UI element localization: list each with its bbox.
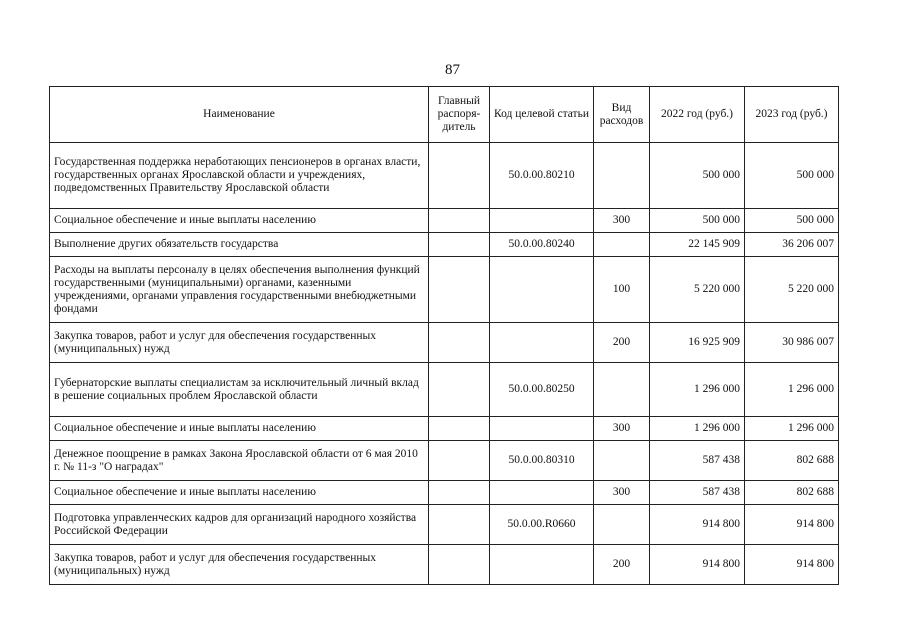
table-row xyxy=(50,417,839,441)
header-target-code: Код целевой статьи xyxy=(490,87,594,143)
cell-main-manager xyxy=(429,441,490,481)
cell-target-code: 50.0.00.R0660 xyxy=(490,505,594,545)
cell-target-code xyxy=(490,481,594,505)
table-body xyxy=(50,143,839,585)
cell-target-code xyxy=(490,417,594,441)
cell-expense-type: 100 xyxy=(594,257,650,323)
cell-amount-2022: 587 438 xyxy=(650,481,745,505)
cell-main-manager xyxy=(429,545,490,585)
cell-amount-2023: 1 296 000 xyxy=(745,363,839,417)
cell-amount-2022: 5 220 000 xyxy=(650,257,745,323)
cell-expense-type xyxy=(594,441,650,481)
cell-main-manager xyxy=(429,481,490,505)
cell-name: Государственная поддержка неработающих пенсионеров в органах власти, государственных органах Ярославской области и учреждениях, подведомственных Правительству Ярославской области xyxy=(50,143,429,209)
cell-main-manager xyxy=(429,233,490,257)
header-name: Наименование xyxy=(50,87,429,143)
header-year-2023: 2023 год (руб.) xyxy=(745,87,839,143)
cell-name: Денежное поощрение в рамках Закона Ярославской области от 6 мая 2010 г. № 11-з "О наградах" xyxy=(50,441,429,481)
cell-amount-2022: 500 000 xyxy=(650,209,745,233)
cell-name: Социальное обеспечение и иные выплаты населению xyxy=(50,481,429,505)
table-row xyxy=(50,481,839,505)
cell-amount-2023: 500 000 xyxy=(745,143,839,209)
cell-amount-2022: 22 145 909 xyxy=(650,233,745,257)
cell-target-code xyxy=(490,323,594,363)
cell-amount-2022: 914 800 xyxy=(650,545,745,585)
cell-target-code xyxy=(490,545,594,585)
cell-amount-2023: 914 800 xyxy=(745,545,839,585)
cell-name: Губернаторские выплаты специалистам за исключительный личный вклад в решение социальных проблем Ярославской области xyxy=(50,363,429,417)
cell-amount-2022: 500 000 xyxy=(650,143,745,209)
table-row xyxy=(50,209,839,233)
cell-target-code xyxy=(490,257,594,323)
cell-name: Выполнение других обязательств государства xyxy=(50,233,429,257)
cell-expense-type: 200 xyxy=(594,545,650,585)
cell-expense-type: 300 xyxy=(594,417,650,441)
header-row xyxy=(50,87,839,143)
cell-name: Расходы на выплаты персоналу в целях обеспечения выполнения функций государственными (муниципальными) органами, казенными учреждениями, органами управления государственными внебюджетными фондами xyxy=(50,257,429,323)
cell-amount-2022: 16 925 909 xyxy=(650,323,745,363)
cell-name: Подготовка управленческих кадров для организаций народного хозяйства Российской Федерации xyxy=(50,505,429,545)
cell-amount-2023: 36 206 007 xyxy=(745,233,839,257)
cell-main-manager xyxy=(429,505,490,545)
cell-target-code: 50.0.00.80210 xyxy=(490,143,594,209)
cell-amount-2023: 802 688 xyxy=(745,481,839,505)
cell-amount-2023: 914 800 xyxy=(745,505,839,545)
cell-amount-2022: 914 800 xyxy=(650,505,745,545)
header-year-2022: 2022 год (руб.) xyxy=(650,87,745,143)
table-row xyxy=(50,441,839,481)
cell-target-code: 50.0.00.80250 xyxy=(490,363,594,417)
cell-main-manager xyxy=(429,257,490,323)
table-row xyxy=(50,143,839,209)
cell-target-code xyxy=(490,209,594,233)
cell-amount-2023: 802 688 xyxy=(745,441,839,481)
table-row xyxy=(50,545,839,585)
cell-name: Закупка товаров, работ и услуг для обеспечения государственных (муниципальных) нужд xyxy=(50,323,429,363)
cell-amount-2022: 1 296 000 xyxy=(650,417,745,441)
cell-target-code: 50.0.00.80240 xyxy=(490,233,594,257)
header-expense-type: Вид расходов xyxy=(594,87,650,143)
cell-amount-2023: 5 220 000 xyxy=(745,257,839,323)
cell-expense-type xyxy=(594,363,650,417)
table-row xyxy=(50,505,839,545)
table-row xyxy=(50,323,839,363)
cell-name: Закупка товаров, работ и услуг для обеспечения государственных (муниципальных) нужд xyxy=(50,545,429,585)
cell-main-manager xyxy=(429,363,490,417)
cell-name: Социальное обеспечение и иные выплаты населению xyxy=(50,417,429,441)
cell-expense-type: 300 xyxy=(594,209,650,233)
cell-name: Социальное обеспечение и иные выплаты населению xyxy=(50,209,429,233)
cell-main-manager xyxy=(429,323,490,363)
table-row xyxy=(50,257,839,323)
table-row xyxy=(50,363,839,417)
table-row xyxy=(50,233,839,257)
cell-main-manager xyxy=(429,143,490,209)
cell-expense-type xyxy=(594,505,650,545)
budget-table xyxy=(49,86,839,585)
cell-amount-2022: 587 438 xyxy=(650,441,745,481)
cell-main-manager xyxy=(429,209,490,233)
page-number: 87 xyxy=(445,62,460,78)
cell-expense-type: 200 xyxy=(594,323,650,363)
cell-amount-2023: 30 986 007 xyxy=(745,323,839,363)
header-main-manager: Главный распоря-дитель xyxy=(429,87,490,143)
cell-amount-2023: 500 000 xyxy=(745,209,839,233)
cell-main-manager xyxy=(429,417,490,441)
cell-target-code: 50.0.00.80310 xyxy=(490,441,594,481)
cell-expense-type xyxy=(594,233,650,257)
cell-amount-2022: 1 296 000 xyxy=(650,363,745,417)
cell-expense-type xyxy=(594,143,650,209)
cell-expense-type: 300 xyxy=(594,481,650,505)
cell-amount-2023: 1 296 000 xyxy=(745,417,839,441)
